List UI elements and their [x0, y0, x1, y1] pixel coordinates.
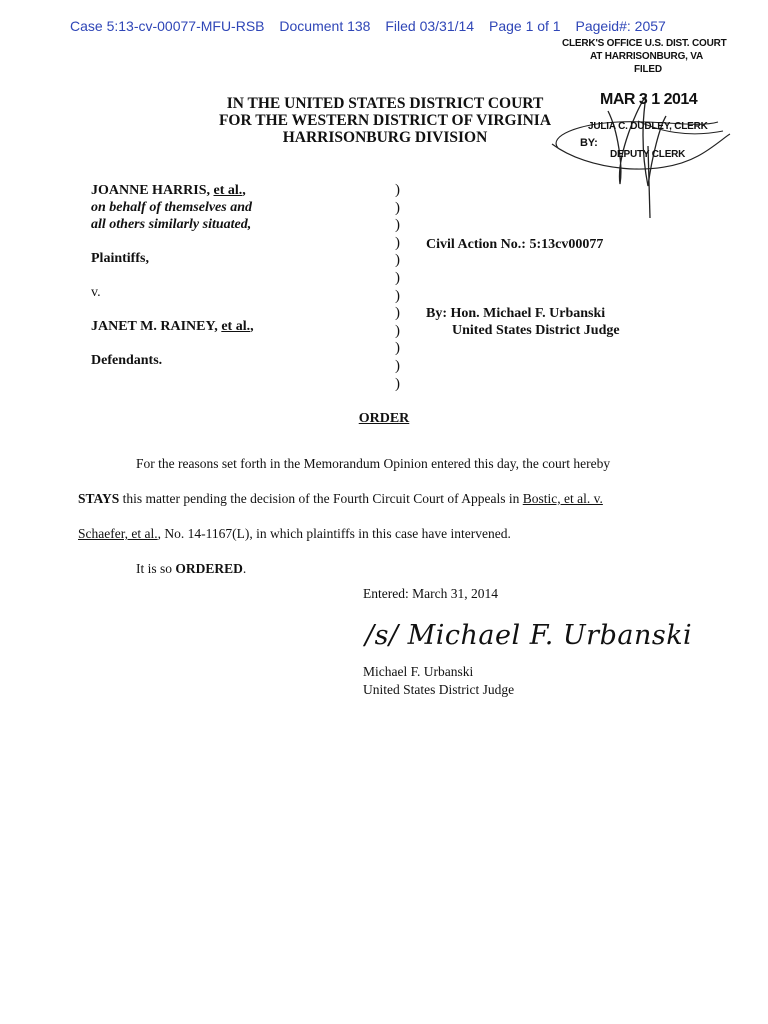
- court-line-1: IN THE UNITED STATES DISTRICT COURT: [226, 95, 544, 112]
- court-heading: [200, 95, 570, 146]
- plaintiff-name: JOANNE HARRIS, et al.,: [91, 183, 246, 198]
- pageid: Pageid#: 2057: [575, 18, 666, 34]
- case-caption-details: [426, 236, 620, 339]
- plaintiffs-label: Plaintiffs,: [91, 251, 149, 266]
- judge-title: United States District Judge: [452, 323, 620, 338]
- caption-parentheses: ) ) ) ) ) ) ) ) ) ) ) ): [395, 182, 400, 392]
- stamp-deputy: DEPUTY CLERK: [610, 149, 686, 160]
- stamp-clerk: JULIA C. DUDLEY, CLERK: [588, 121, 708, 132]
- stamp-filed: FILED: [634, 64, 662, 75]
- document-number: Document 138: [279, 18, 371, 34]
- filing-header: [70, 18, 677, 34]
- filed-date: Filed 03/31/14: [385, 18, 475, 34]
- stamp-by: BY:: [580, 137, 598, 149]
- judge-signature: /s/ Michael F. Urbanski: [365, 620, 693, 651]
- order-paragraph-2: It is so ORDERED.: [136, 561, 247, 576]
- behalf-line-2: all others similarly situated,: [91, 217, 252, 232]
- stamp-date: MAR 3 1 2014: [600, 91, 698, 108]
- entered-date: Entered: March 31, 2014: [363, 586, 498, 601]
- defendants-label: Defendants.: [91, 353, 163, 368]
- civil-action-number: Civil Action No.: 5:13cv00077: [426, 237, 604, 252]
- clerk-filed-stamp: [548, 36, 748, 221]
- court-line-2: FOR THE WESTERN DISTRICT OF VIRGINIA: [218, 112, 552, 129]
- stamp-location: AT HARRISONBURG, VA: [590, 51, 704, 62]
- defendant-name: JANET M. RAINEY, et al.,: [91, 319, 254, 334]
- order-body: [78, 446, 668, 586]
- order-paragraph-1: For the reasons set forth in the Memorandum Opinion entered this day, the court hereby STAYS this matter pending the decision of the Fourth Circuit Court of Appeals in Bostic, et al. v. Schaefer, et al., No. 14-1167(L), in which plaintiffs in this case have intervened.: [78, 456, 611, 541]
- signer-name: Michael F. Urbanski: [363, 664, 474, 679]
- court-line-3: HARRISONBURG DIVISION: [282, 129, 488, 146]
- order-title: ORDER: [358, 411, 410, 426]
- case-caption-parties: [91, 182, 391, 369]
- versus: v.: [91, 285, 101, 300]
- signer-title: United States District Judge: [363, 682, 515, 697]
- case-number: Case 5:13-cv-00077-MFU-RSB: [70, 18, 265, 34]
- stamp-office: CLERK'S OFFICE U.S. DIST. COURT: [562, 38, 727, 49]
- behalf-line-1: on behalf of themselves and: [91, 200, 252, 215]
- signature-block: [363, 663, 514, 699]
- judge-by-line: By: Hon. Michael F. Urbanski: [426, 306, 606, 321]
- page-count: Page 1 of 1: [488, 18, 561, 34]
